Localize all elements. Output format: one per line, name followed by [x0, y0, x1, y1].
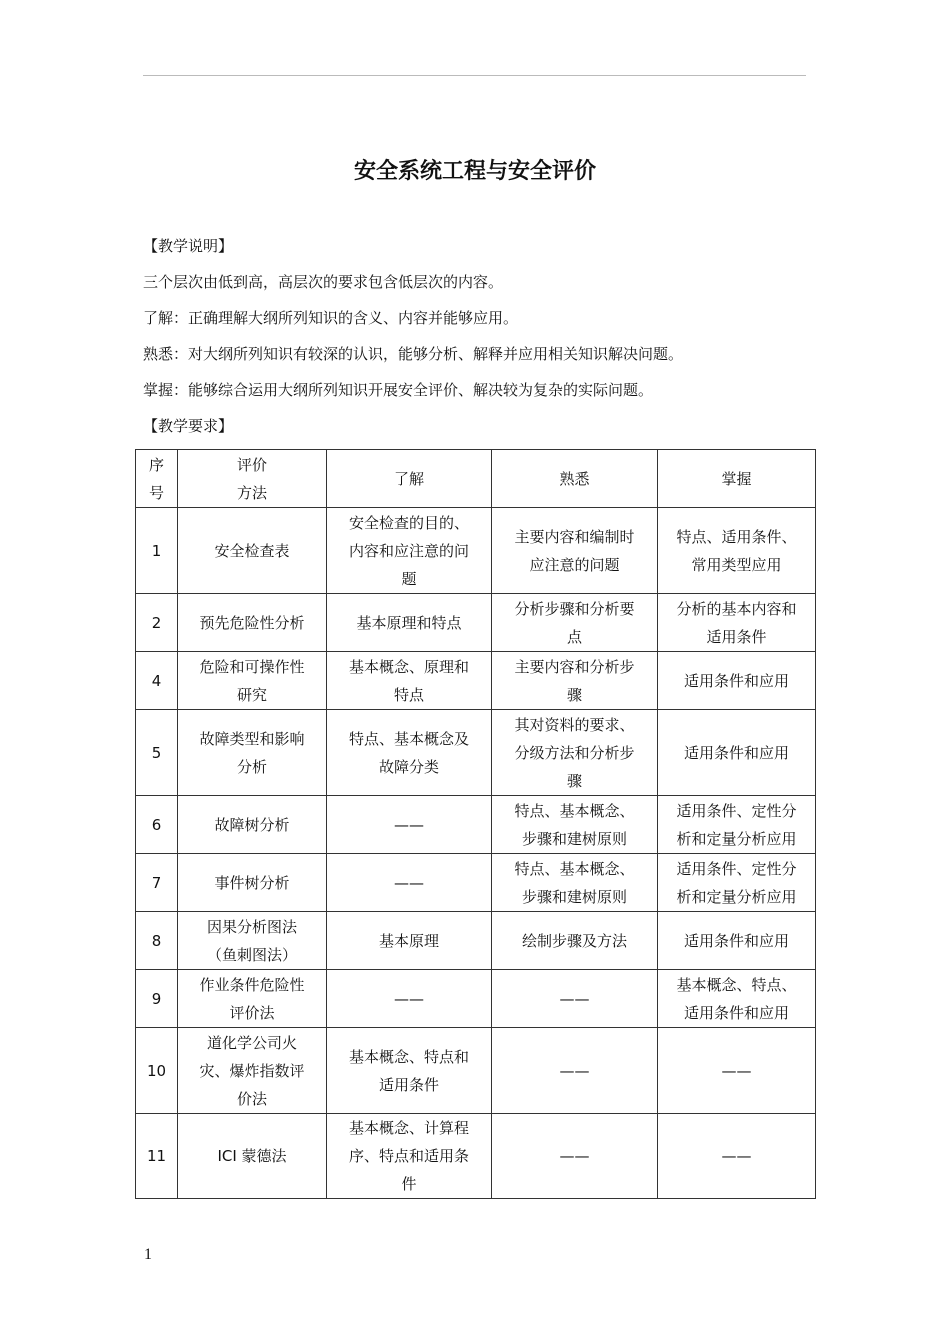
- cell-index: 6: [136, 796, 178, 854]
- header-index: 序 号: [136, 450, 178, 508]
- cell-understand: 基本原理和特点: [327, 594, 492, 652]
- paragraph-understand: 了解：正确理解大纲所列知识的含义、内容并能够应用。: [143, 309, 519, 327]
- cell-familiar: 主要内容和分析步 骤: [492, 652, 658, 710]
- cell-master: 适用条件、定性分 析和定量分析应用: [658, 854, 816, 912]
- cell-understand: ——: [327, 796, 492, 854]
- cell-familiar: 主要内容和编制时 应注意的问题: [492, 508, 658, 594]
- cell-familiar: ——: [492, 1114, 658, 1199]
- table-row: [136, 796, 816, 854]
- section-heading-teaching-notes: 【教学说明】: [143, 237, 234, 255]
- cell-master: 适用条件和应用: [658, 710, 816, 796]
- header-master: 掌握: [658, 450, 816, 508]
- cell-method: 故障类型和影响 分析: [178, 710, 327, 796]
- cell-familiar: 绘制步骤及方法: [492, 912, 658, 970]
- cell-method: 作业条件危险性 评价法: [178, 970, 327, 1028]
- table-row: [136, 912, 816, 970]
- cell-index: 8: [136, 912, 178, 970]
- cell-master: 适用条件和应用: [658, 652, 816, 710]
- cell-understand: ——: [327, 970, 492, 1028]
- cell-familiar: ——: [492, 970, 658, 1028]
- paragraph-levels: 三个层次由低到高，高层次的要求包含低层次的内容。: [143, 273, 504, 291]
- cell-familiar: 特点、基本概念、 步骤和建树原则: [492, 854, 658, 912]
- cell-master: 适用条件、定性分 析和定量分析应用: [658, 796, 816, 854]
- table-row: [136, 594, 816, 652]
- paragraph-familiar: 熟悉：对大纲所列知识有较深的认识，能够分析、解释并应用相关知识解决问题。: [143, 345, 684, 363]
- cell-master: 基本概念、特点、 适用条件和应用: [658, 970, 816, 1028]
- cell-master: ——: [658, 1114, 816, 1199]
- cell-method: 预先危险性分析: [178, 594, 327, 652]
- page-number: 1: [144, 1246, 152, 1263]
- section-heading-requirements: 【教学要求】: [143, 417, 234, 435]
- table-row: [136, 1028, 816, 1114]
- cell-index: 5: [136, 710, 178, 796]
- header-understand: 了解: [327, 450, 492, 508]
- header-familiar: 熟悉: [492, 450, 658, 508]
- cell-method: 故障树分析: [178, 796, 327, 854]
- cell-familiar: 特点、基本概念、 步骤和建树原则: [492, 796, 658, 854]
- cell-method: 安全检查表: [178, 508, 327, 594]
- cell-understand: 基本概念、特点和 适用条件: [327, 1028, 492, 1114]
- cell-understand: 安全检查的目的、 内容和应注意的问 题: [327, 508, 492, 594]
- cell-understand: 基本概念、原理和 特点: [327, 652, 492, 710]
- table-row: [136, 1114, 816, 1199]
- header-rule: [143, 75, 806, 76]
- cell-method: 事件树分析: [178, 854, 327, 912]
- table-row: [136, 854, 816, 912]
- table-row: [136, 508, 816, 594]
- header-method: 评价 方法: [178, 450, 327, 508]
- cell-method: 道化学公司火 灾、爆炸指数评 价法: [178, 1028, 327, 1114]
- requirements-table: [135, 449, 816, 1199]
- cell-index: 9: [136, 970, 178, 1028]
- table-row: [136, 652, 816, 710]
- cell-method: ICI 蒙德法: [178, 1114, 327, 1199]
- table-row: [136, 710, 816, 796]
- cell-familiar: 分析步骤和分析要 点: [492, 594, 658, 652]
- cell-index: 11: [136, 1114, 178, 1199]
- cell-index: 4: [136, 652, 178, 710]
- table-row: [136, 970, 816, 1028]
- cell-familiar: 其对资料的要求、 分级方法和分析步 骤: [492, 710, 658, 796]
- cell-method: 因果分析图法 （鱼刺图法）: [178, 912, 327, 970]
- cell-master: 分析的基本内容和 适用条件: [658, 594, 816, 652]
- cell-understand: 特点、基本概念及 故障分类: [327, 710, 492, 796]
- cell-familiar: ——: [492, 1028, 658, 1114]
- table-header-row: [136, 450, 816, 508]
- cell-index: 2: [136, 594, 178, 652]
- cell-master: 适用条件和应用: [658, 912, 816, 970]
- paragraph-master: 掌握：能够综合运用大纲所列知识开展安全评价、解决较为复杂的实际问题。: [143, 381, 654, 399]
- cell-understand: 基本原理: [327, 912, 492, 970]
- cell-understand: ——: [327, 854, 492, 912]
- document-title: 安全系统工程与安全评价: [353, 159, 596, 184]
- cell-index: 7: [136, 854, 178, 912]
- cell-understand: 基本概念、计算程 序、特点和适用条 件: [327, 1114, 492, 1199]
- cell-index: 1: [136, 508, 178, 594]
- cell-method: 危险和可操作性 研究: [178, 652, 327, 710]
- cell-master: ——: [658, 1028, 816, 1114]
- cell-master: 特点、适用条件、 常用类型应用: [658, 508, 816, 594]
- cell-index: 10: [136, 1028, 178, 1114]
